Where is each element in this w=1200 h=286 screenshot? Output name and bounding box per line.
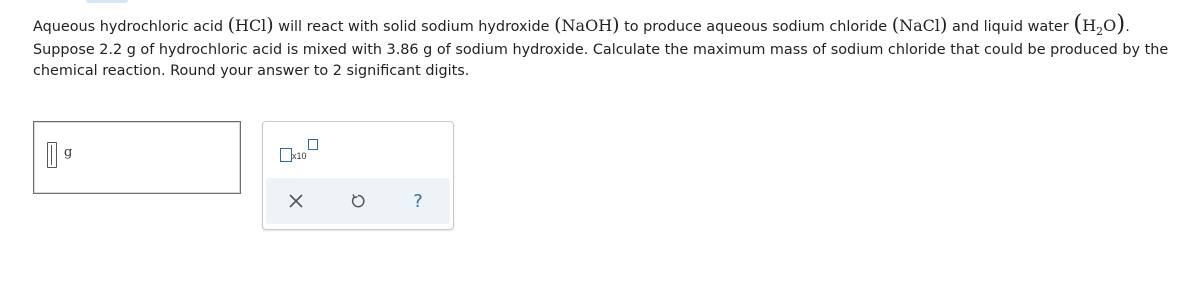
question-line-3: chemical reaction. Round your answer to 2 significant digits.	[33, 63, 470, 79]
undo-icon	[350, 193, 366, 209]
answer-unit: g	[64, 145, 73, 160]
question-line-1: Aqueous hydrochloric acid (HCl) will react with solid sodium hydroxide (NaOH) to produce aqueous sodium chloride (NaCl) and liquid water $(H_2O)$.	[33, 11, 1130, 38]
help-icon: ?	[413, 190, 423, 212]
math-toolbox	[262, 121, 454, 230]
clear-button[interactable]	[266, 178, 326, 224]
mantissa-slot-icon	[280, 148, 292, 162]
question-text-segment: to produce aqueous sodium chloride	[619, 19, 892, 35]
scientific-notation-button[interactable]	[280, 139, 318, 163]
toolbox-action-row	[266, 178, 450, 224]
question-text-segment: will react with solid sodium hydroxide	[273, 19, 555, 35]
help-button[interactable]	[388, 178, 448, 224]
question-text	[33, 8, 1193, 82]
undo-button[interactable]	[328, 178, 388, 224]
answer-input-box[interactable]	[33, 121, 241, 194]
formula-h2o: $H_2O$	[1082, 16, 1117, 38]
times-ten-label: x10	[292, 151, 307, 161]
question-text-segment: and liquid water	[947, 19, 1074, 35]
formula-hcl: HCl	[234, 16, 267, 35]
exponent-slot-icon	[308, 139, 318, 150]
question-text-segment: Aqueous hydrochloric acid	[33, 19, 228, 35]
formula-nacl: NaCl	[899, 16, 941, 35]
close-icon	[289, 194, 303, 208]
top-accent-bar	[86, 0, 128, 3]
answer-input-slot[interactable]	[47, 142, 57, 168]
question-line-2: Suppose 2.2 g of hydrochloric acid is mixed with 3.86 g of sodium hydroxide. Calculate the maximum mass of sodium chloride that could be produced by the	[33, 42, 1169, 58]
formula-naoh: NaOH	[561, 16, 613, 35]
